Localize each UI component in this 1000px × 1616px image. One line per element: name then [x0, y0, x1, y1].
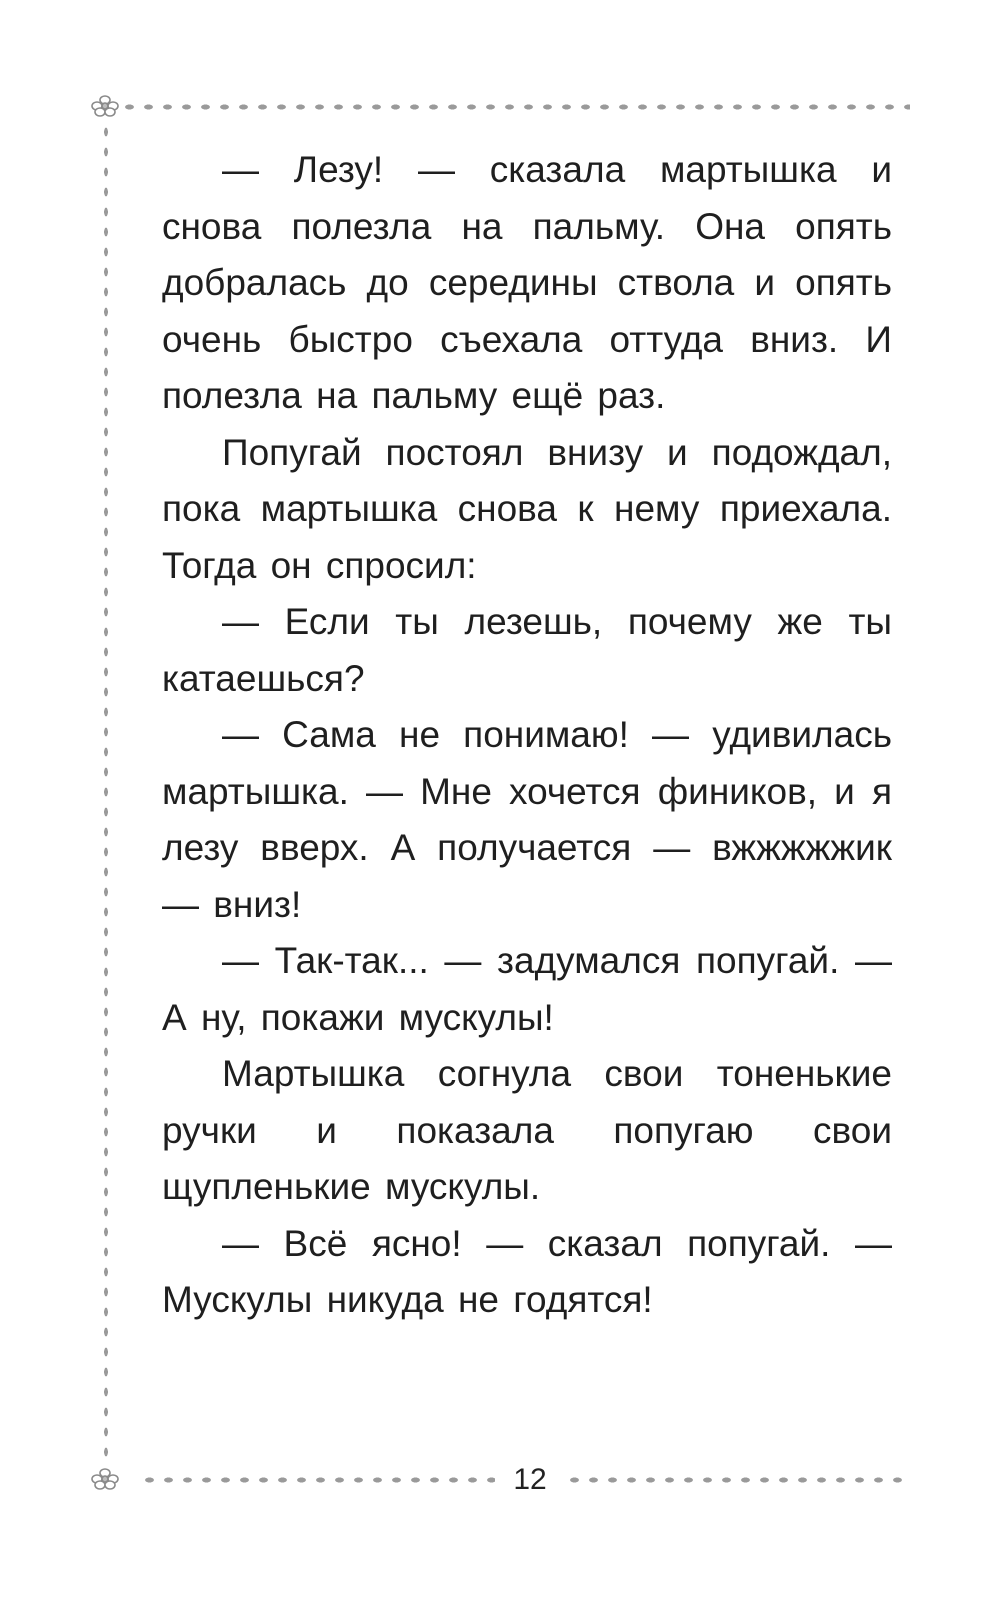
paragraph: — Так-так... — задумался попугай. — А ну, покажи мускулы! — [162, 940, 892, 1038]
ornament-border-left — [100, 122, 112, 1464]
page-number: 12 — [513, 1463, 547, 1496]
ornament-border-top — [120, 103, 910, 111]
paragraph: — Всё ясно! — сказал попугай. — Мускулы никуда не годятся! — [162, 1222, 892, 1320]
paragraph: — Если ты лезешь, почему же ты катаешься? — [162, 601, 892, 699]
paragraph: Попугай постоял внизу и подождал, пока мартышка снова к нему приехала. Тогда он спросил: — [162, 431, 892, 586]
story-text — [162, 142, 892, 1329]
paragraph: — Сама не понимаю! — удивилась мартышка. — Мне хочется фиников, и я лезу вверх. А получается — вжжжжжик — вниз! — [162, 714, 892, 925]
paragraph: — Лезу! — сказала мартышка и снова полезла на пальму. Она опять добралась до середины ствола и опять очень быстро съехала оттуда вниз. И полезла на пальму ещё раз. — [162, 149, 892, 416]
ornament-border-bottom-right — [565, 1476, 910, 1484]
paragraph: Мартышка согнула свои тоненькие ручки и показала попугаю свои щупленькие мускулы. — [162, 1053, 892, 1207]
flower-icon — [91, 1468, 119, 1490]
ornament-border-bottom-left — [140, 1476, 495, 1484]
flower-icon — [91, 95, 119, 117]
